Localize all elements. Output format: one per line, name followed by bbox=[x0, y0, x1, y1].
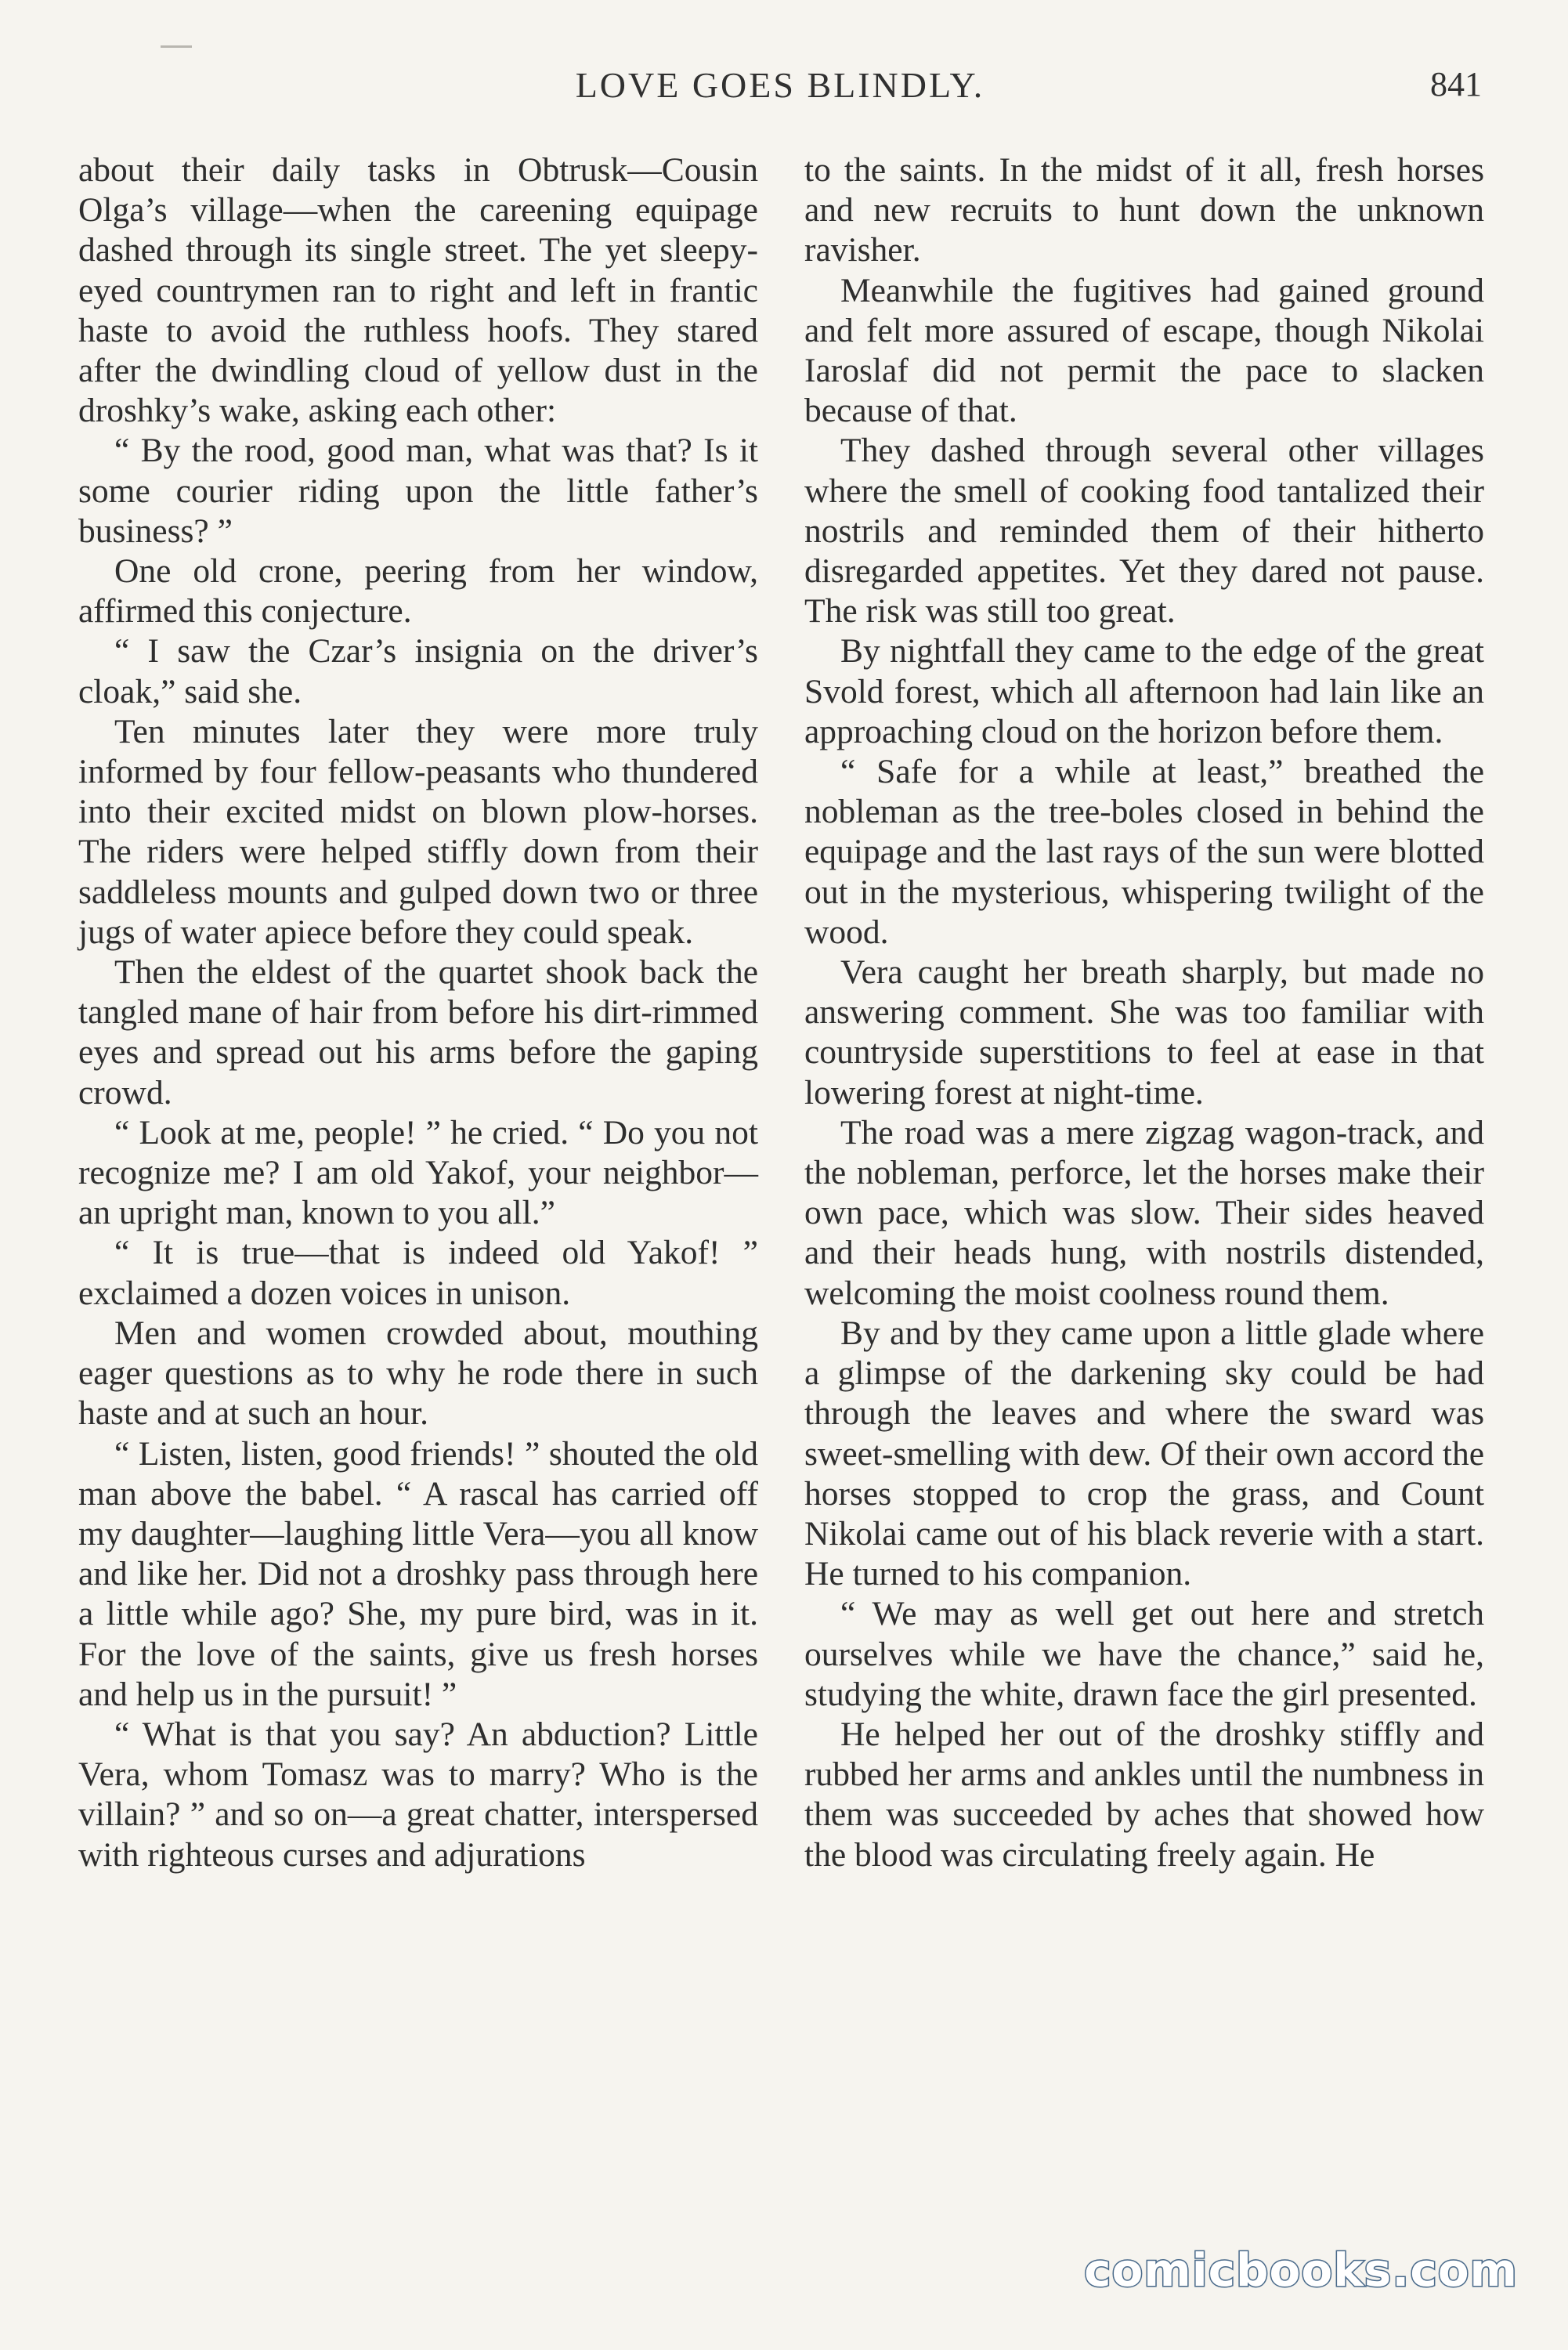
paragraph: “ Look at me, people! ” he cried. “ Do you not recognize me? I am old Yakof, your neighbor—an upright man, known to you all.” bbox=[78, 1113, 758, 1232]
paragraph: By and by they came upon a little glade where a glimpse of the darkening sky could be had through the leaves and where the sward was sweet-smelling with dew. Of their own accord the horses stopped to crop the grass, and Count Nikolai came out of his black reverie with a start. He turned to his companion. bbox=[804, 1314, 1484, 1593]
paragraph: Meanwhile the fugitives had gained ground and felt more assured of escape, though Nikolai Iaroslaf did not permit the pace to slacken because of that. bbox=[804, 271, 1484, 430]
paragraph: By nightfall they came to the edge of the great Svold forest, which all afternoon had lain like an approaching cloud on the horizon before them. bbox=[804, 632, 1484, 750]
print-mark bbox=[161, 45, 192, 48]
running-title: LOVE GOES BLINDLY. bbox=[575, 65, 985, 105]
paragraph: The road was a mere zigzag wagon-track, and the nobleman, perforce, let the horses make their own pace, which was slow. Their sides heaved and their heads hung, with nostrils distended, welcoming the moist coolness round them. bbox=[804, 1113, 1484, 1312]
paragraph: “ Safe for a while at least,” breathed the nobleman as the tree-boles closed in behind the equipage and the last rays of the sun were blotted out in the mysterious, whispering twilight of the wood. bbox=[804, 753, 1484, 951]
paragraph: He helped her out of the droshky stiffly and rubbed her arms and ankles until the numbness in them was succeeded by aches that showed how the blood was circulating freely again. He bbox=[804, 1715, 1484, 1874]
site-watermark: comicbooks.com bbox=[1084, 2243, 1518, 2297]
paragraph: Men and women crowded about, mouthing eager questions as to why he rode there in such haste and at such an hour. bbox=[78, 1314, 758, 1433]
paragraph: “ By the rood, good man, what was that? Is it some courier riding upon the little father’s business? ” bbox=[78, 432, 758, 550]
paragraph: “ We may as well get out here and stretch ourselves while we have the chance,” said he, studying the white, drawn face the girl presented. bbox=[804, 1595, 1484, 1713]
paragraph: “ It is true—that is indeed old Yakof! ” exclaimed a dozen voices in unison. bbox=[78, 1234, 758, 1312]
paragraph: Then the eldest of the quartet shook back the tangled mane of hair from before his dirt-rimmed eyes and spread out his arms before the gaping crowd. bbox=[78, 953, 758, 1112]
paragraph: “ I saw the Czar’s insignia on the driver’s cloak,” said she. bbox=[78, 632, 758, 710]
paragraph: Ten minutes later they were more truly informed by four fellow-peasants who thundered into their excited midst on blown plow-horses. The riders were helped stiffly down from their saddleless mounts and gulped down two or three jugs of water apiece before they could speak. bbox=[78, 712, 758, 951]
paragraph: “ Listen, listen, good friends! ” shouted the old man above the babel. “ A rascal has carried off my daughter—laughing little Vera—you all know and like her. Did not a droshky pass through here a little while ago? She, my pure bird, was in it. For the love of the saints, give us fresh horses and help us in the pursuit! ” bbox=[78, 1434, 758, 1713]
paragraph: Vera caught her breath sharply, but made no answering comment. She was too familiar with countryside superstitions to feel at ease in that lowering forest at night-time. bbox=[804, 953, 1484, 1112]
paragraph: about their daily tasks in Obtrusk—Cousin Olga’s village—when the careening equipage dashed through its single street. The yet sleepy-eyed countrymen ran to right and left in frantic haste to avoid the ruthless hoofs. They stared after the dwindling cloud of yellow dust in the droshky’s wake, asking each other: bbox=[78, 151, 758, 430]
paragraph: One old crone, peering from her window, affirmed this conjecture. bbox=[78, 552, 758, 631]
page-number: 841 bbox=[1430, 65, 1482, 103]
paragraph: “ What is that you say? An abduction? Little Vera, whom Tomasz was to marry? Who is the villain? ” and so on—a great chatter, interspersed with righteous curses and adjurations bbox=[78, 1715, 758, 1874]
paragraph: to the saints. In the midst of it all, fresh horses and new recruits to hunt down the unknown ravisher. bbox=[804, 151, 1484, 269]
left-text-column bbox=[78, 150, 758, 1875]
paragraph: They dashed through several other villages where the smell of cooking food tantalized their nostrils and reminded them of their hitherto disregarded appetites. Yet they dared not pause. The risk was still too great. bbox=[804, 432, 1484, 631]
page-header bbox=[78, 64, 1482, 119]
right-text-column bbox=[804, 150, 1484, 1875]
